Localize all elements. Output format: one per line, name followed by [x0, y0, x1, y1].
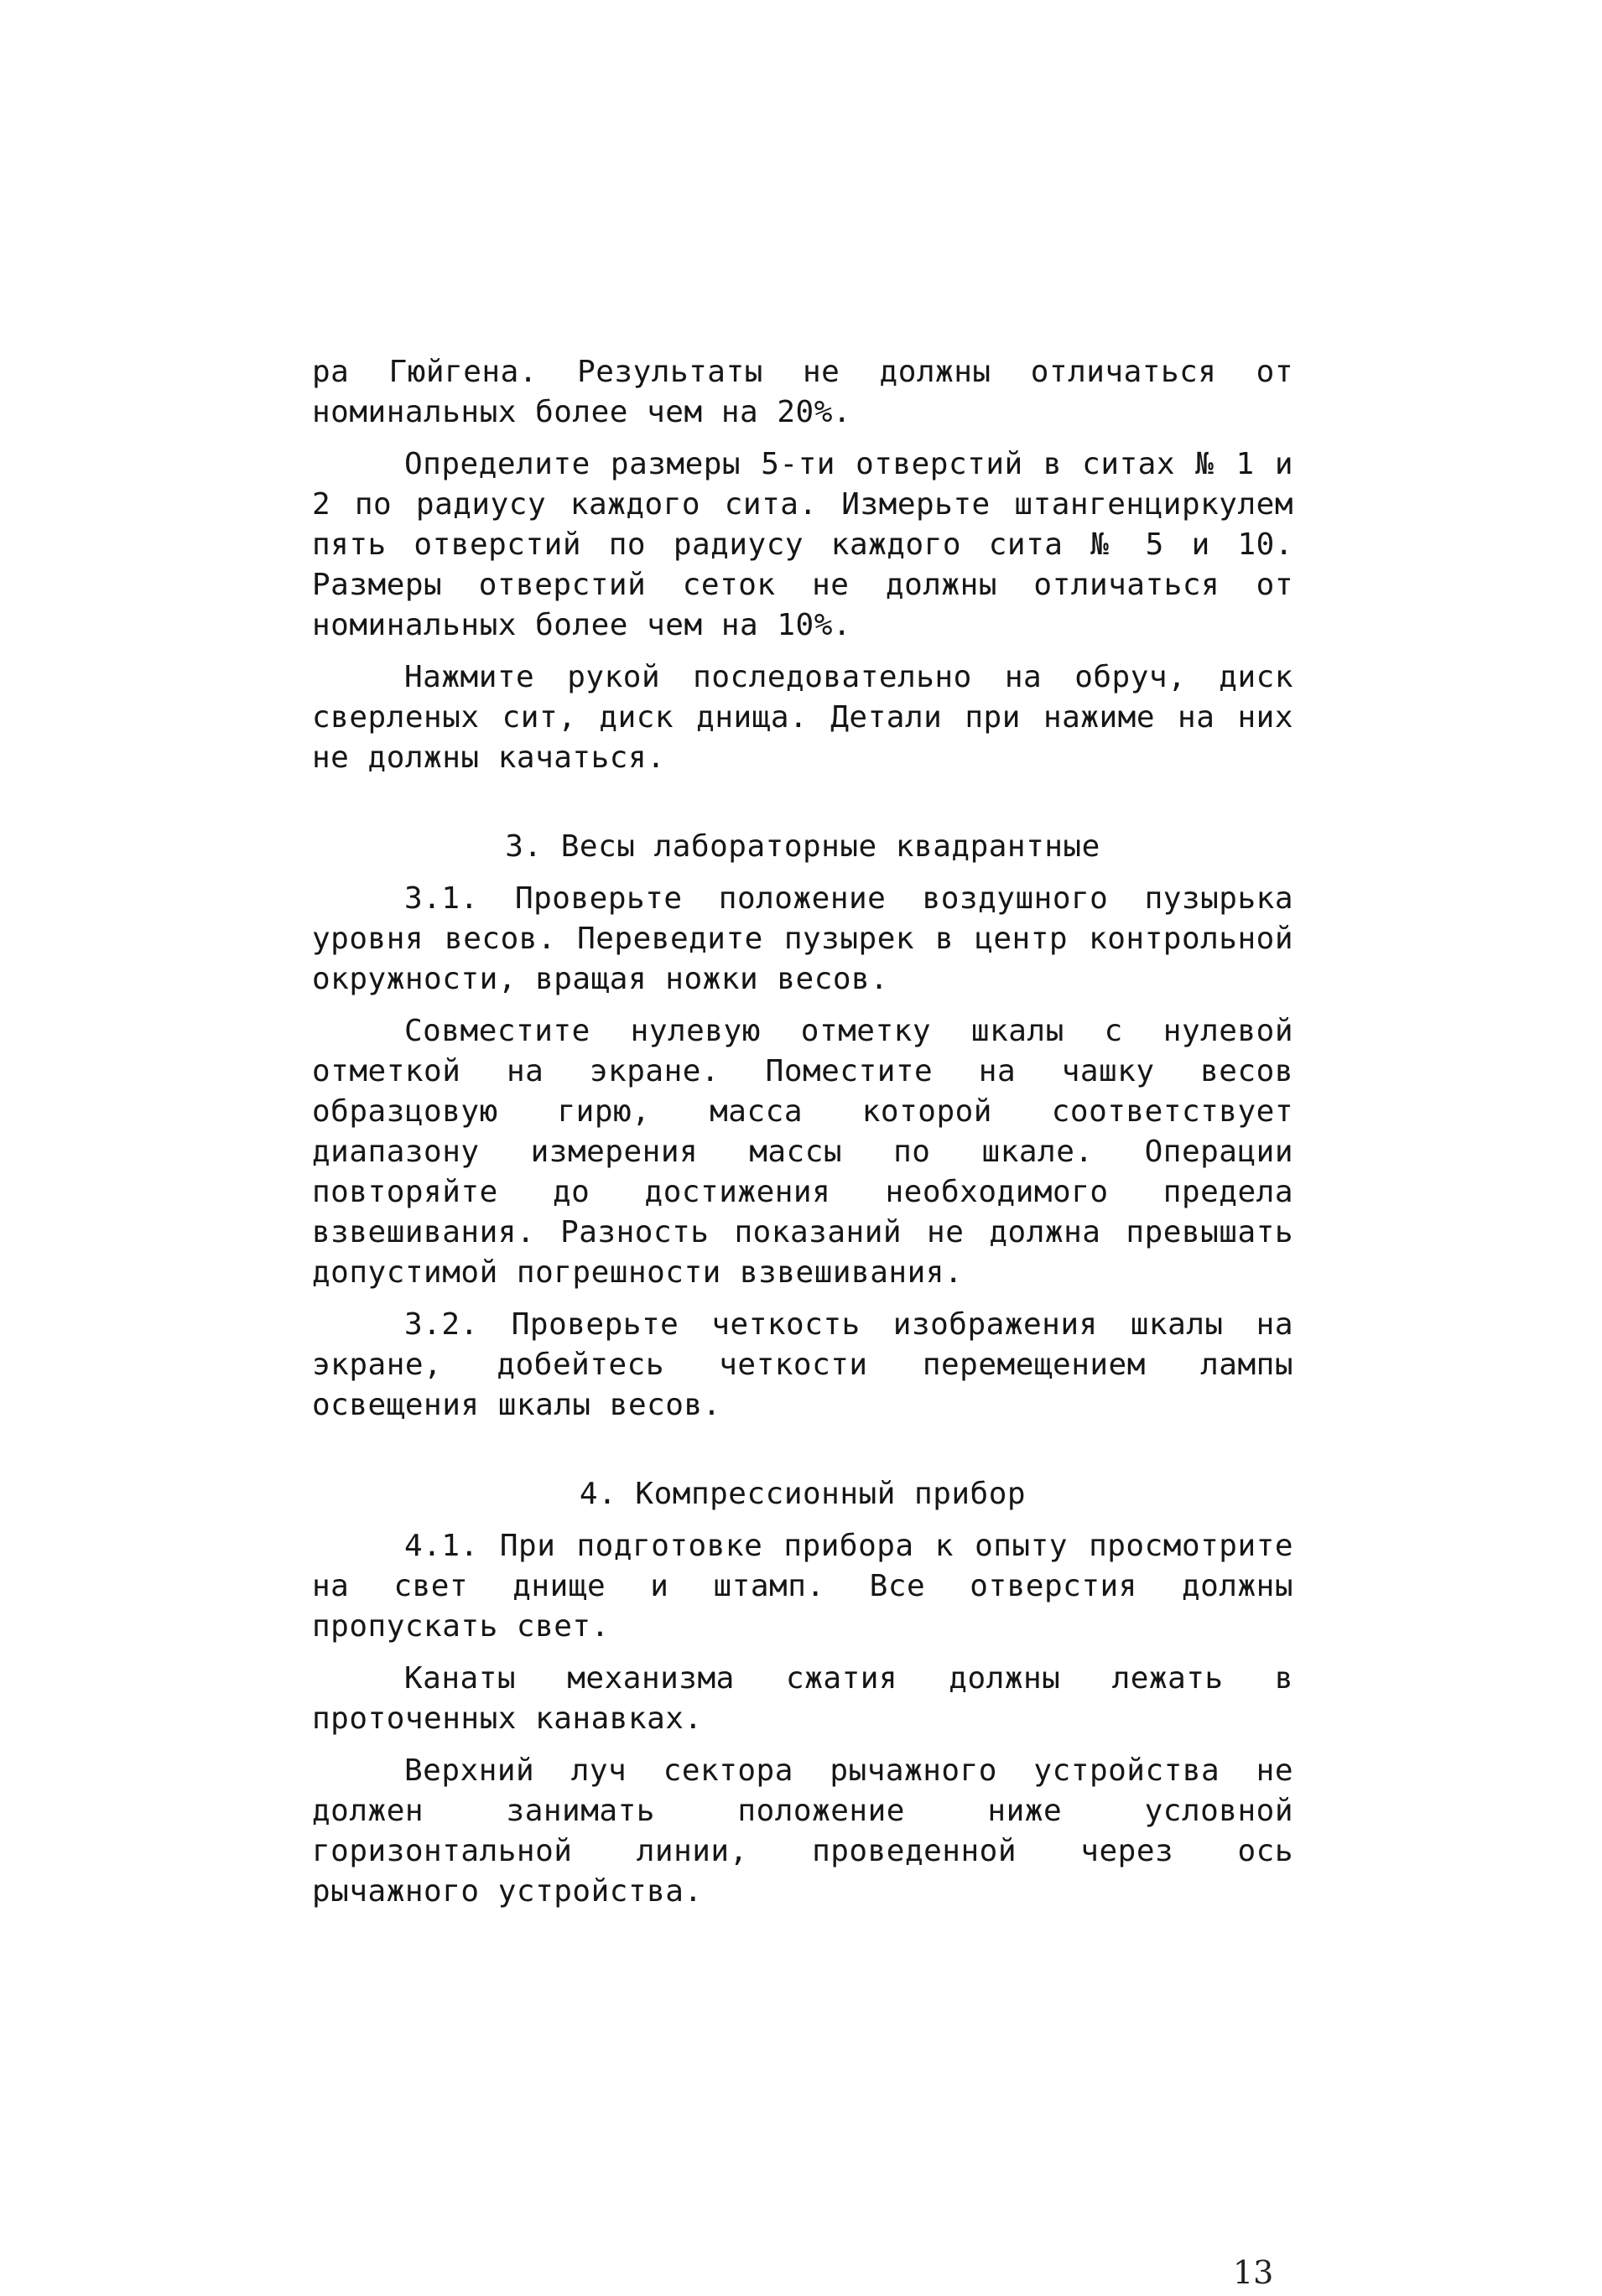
page-number: 13 [1233, 2254, 1274, 2291]
paragraph-press-check: Нажмите рукой последовательно на обруч, диск сверленых сит, диск днища. Детали при нажиме на них не должны качаться. [312, 660, 1293, 775]
paragraph-lever-beam: Верхний луч сектора рычажного устройства не должен занимать положение ниже условной горизонтальной линии, проведенной через ось рычажного устройства. [312, 1753, 1293, 1909]
section-heading-4: 4. Компрессионный прибор [579, 1477, 1027, 1511]
paragraph-ropes: Канаты механизма сжатия должны лежать в проточенных канавках. [312, 1661, 1293, 1736]
section-heading-3: 3. Весы лабораторные квадрантные [505, 829, 1100, 864]
paragraph-continuation: ра Гюйгена. Результаты не должны отличаться от номинальных более чем на 20%. [312, 355, 1293, 429]
paragraph-sieve-holes: Определите размеры 5-ти отверстий в ситах № 1 и 2 по радиусу каждого сита. Измерьте штангенциркулем пять отверстий по радиусу каждого сита № 5 и 10. Размеры отверстий сеток не должны отличаться от номинальных более чем на 10%. [312, 447, 1293, 642]
paragraph-4-1: 4.1. При подготовке прибора к опыту просмотрите на свет днище и штамп. Все отверстия должны пропускать свет. [312, 1529, 1293, 1644]
paragraph-zero-mark: Совместите нулевую отметку шкалы с нулевой отметкой на экране. Поместите на чашку весов образцовую гирю, масса которой соответствует диапазону измерения массы по шкале. Операции повторяйте до достижения необходимого предела взвешивания. Разность показаний не должна превышать допустимой погрешности взвешивания. [312, 1014, 1293, 1290]
body-text [312, 352, 1293, 1912]
paragraph-3-1: 3.1. Проверьте положение воздушного пузырька уровня весов. Переведите пузырек в центр контрольной окружности, вращая ножки весов. [312, 881, 1293, 996]
paragraph-3-2: 3.2. Проверьте четкость изображения шкалы на экране, добейтесь четкости перемещением лампы освещения шкалы весов. [312, 1307, 1293, 1422]
